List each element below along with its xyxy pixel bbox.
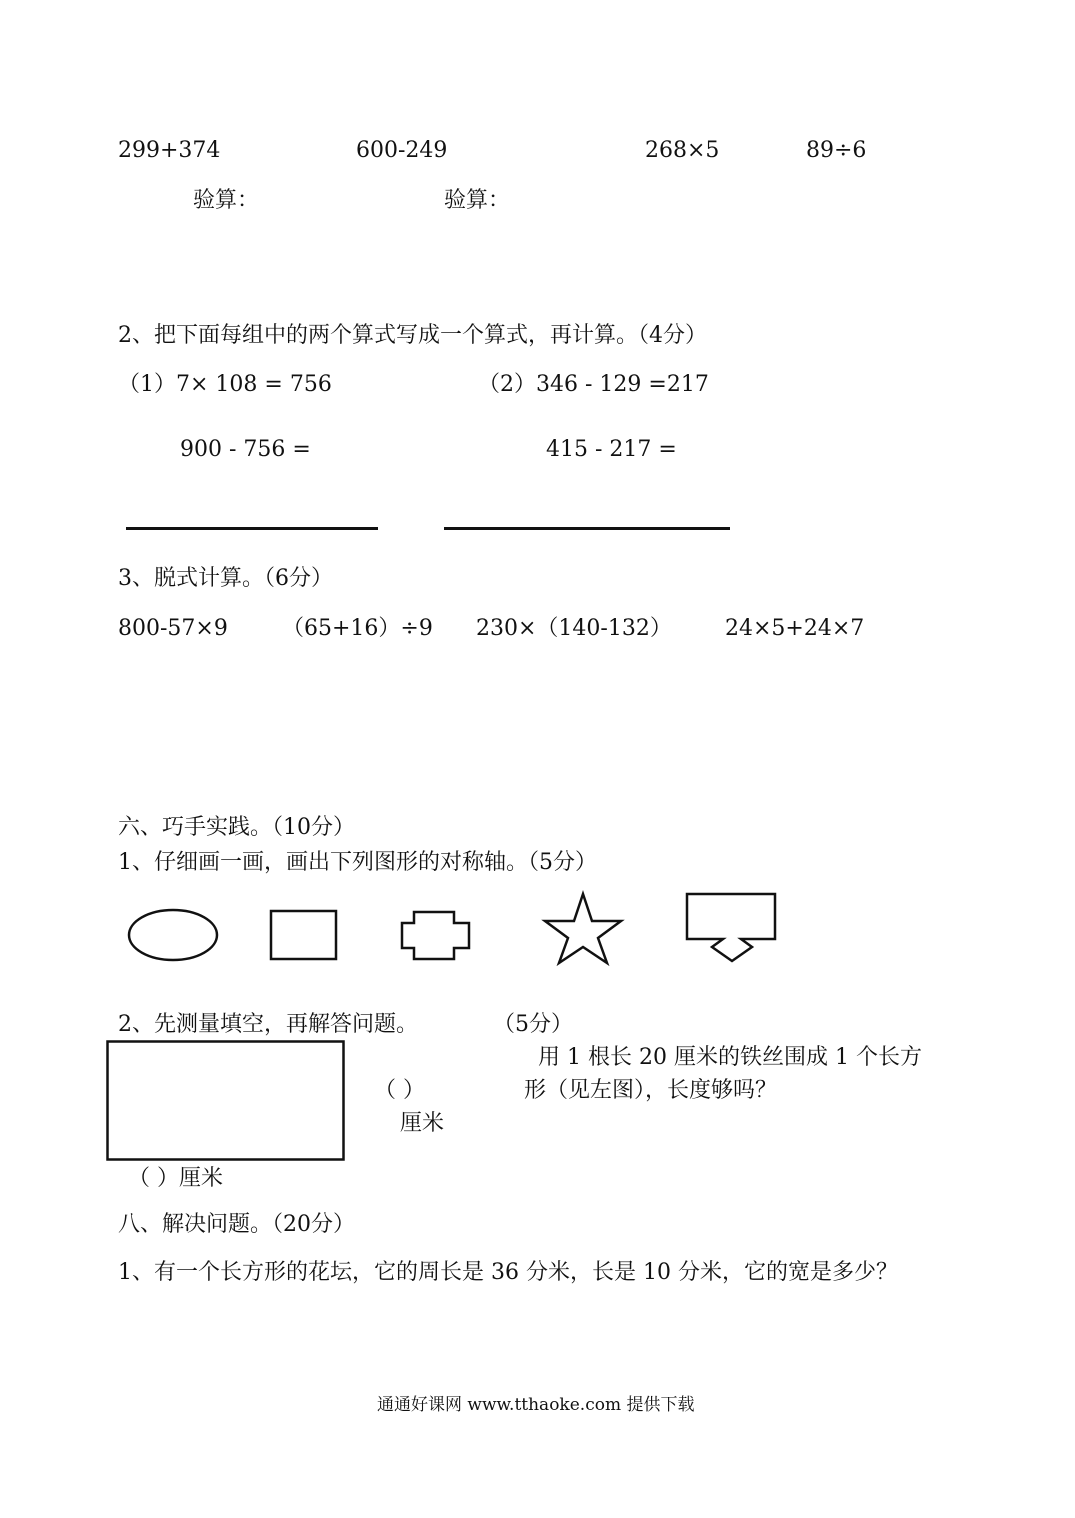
calc-item-2: 600-249 — [356, 138, 448, 163]
q2-group1-line2: 900 - 756 = — [180, 437, 311, 462]
check-label-1: 验算： — [193, 188, 260, 213]
arrow-box-shape — [687, 894, 775, 961]
calc-item-1: 299+374 — [118, 138, 221, 163]
section8-heading: 八、解决问题。（20分） — [118, 1212, 355, 1237]
q3-item-2: （65+16）÷9 — [282, 616, 433, 641]
q2-heading: 2、把下面每组中的两个算式写成一个算式，再计算。（4分） — [118, 323, 707, 348]
symmetry-shapes — [120, 890, 800, 970]
q3-heading: 3、脱式计算。（6分） — [118, 566, 333, 591]
section8-q1: 1、有一个长方形的花坛，它的周长是 36 分米，长是 10 分米，它的宽是多少？ — [118, 1260, 898, 1285]
paren-right: （ ） — [374, 1078, 425, 1103]
q3-item-3: 230×（140-132） — [476, 616, 672, 641]
problem-line-1: 用 1 根长 20 厘米的铁丝围成 1 个长方 — [538, 1045, 922, 1070]
star-shape — [545, 894, 621, 963]
measure-rectangle — [106, 1040, 346, 1164]
check-label-2: 验算： — [444, 188, 511, 213]
q2-group1-line1: （1）7× 108 = 756 — [118, 372, 332, 397]
calc-item-3: 268×5 — [645, 138, 720, 163]
q3-item-1: 800-57×9 — [118, 616, 228, 641]
rectangle-shape — [271, 911, 336, 959]
calc-item-4: 89÷6 — [806, 138, 867, 163]
paren-bottom: （ ）厘米 — [128, 1166, 223, 1191]
answer-line-2 — [444, 527, 730, 530]
unit-right: 厘米 — [400, 1111, 445, 1136]
footer: 通通好课网 www.tthaoke.com 提供下载 — [377, 1395, 695, 1415]
section6-q1: 1、仔细画一画，画出下列图形的对称轴。（5分） — [118, 850, 597, 875]
problem-line-2: 形（见左图），长度够吗？ — [524, 1078, 778, 1103]
q3-item-4: 24×5+24×7 — [725, 616, 865, 641]
answer-line-1 — [126, 527, 378, 530]
q2-group2-line2: 415 - 217 = — [546, 437, 677, 462]
section6-q2: 2、先测量填空，再解答问题。 — [118, 1012, 418, 1037]
section6-q2-score: （5分） — [493, 1012, 573, 1037]
cross-shape — [402, 912, 469, 959]
section6-heading: 六、巧手实践。（10分） — [118, 815, 355, 840]
q2-group2-line1: （2）346 - 129 =217 — [478, 372, 709, 397]
measure-rectangle-shape — [108, 1042, 344, 1160]
ellipse-shape — [129, 910, 217, 960]
